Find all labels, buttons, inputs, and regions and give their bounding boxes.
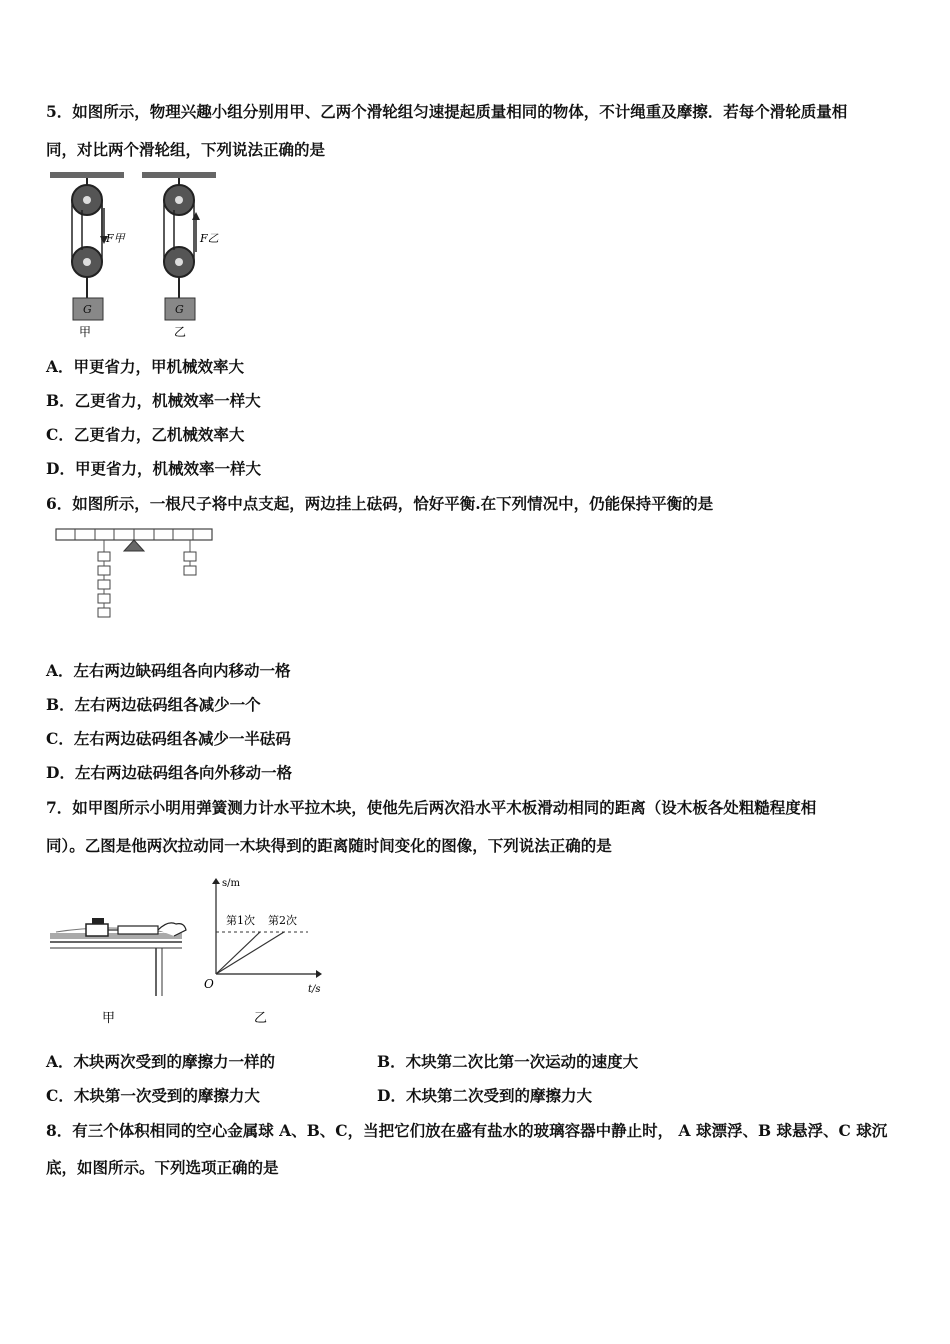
q7-stem-line2: 同）。乙图是他两次拉动同一木块得到的距离随时间变化的图像，下列说法正确的是 xyxy=(46,836,612,855)
table-setup-jia xyxy=(50,918,186,1026)
label-jia: 甲 xyxy=(79,325,92,339)
fulcrum xyxy=(124,540,144,551)
st-graph xyxy=(204,878,322,1026)
label-yi: 乙 xyxy=(174,325,187,339)
q6-stem: 6．如图所示，一根尺子将中点支起，两边挂上砝码，恰好平衡.在下列情况中，仍能保持平衡的是 xyxy=(46,494,714,513)
q8-stem-line2: 底，如图所示。下列选项正确的是 xyxy=(46,1158,279,1177)
q7-stem-line1: 7．如甲图所示小明用弹簧测力计水平拉木块，使他先后两次沿水平木板滑动相同的距离（设木板各处粗糙程度相 xyxy=(46,798,817,817)
origin-label: O xyxy=(204,977,214,991)
label-jia-7: 甲 xyxy=(102,1011,116,1026)
q6-option-d: D．左右两边砝码组各向外移动一格 xyxy=(46,763,292,782)
ceiling-left xyxy=(50,172,124,178)
q5-stem-line2: 同，对比两个滑轮组，下列说法正确的是 xyxy=(46,140,326,159)
q5-pulley-figure xyxy=(46,170,226,342)
q6-option-c: C．左右两边砝码组各减少一半砝码 xyxy=(46,729,291,748)
ceiling-right xyxy=(142,172,216,178)
line1-label: 第1次 xyxy=(226,914,255,927)
series-line-2 xyxy=(216,932,284,974)
wood-block xyxy=(86,924,108,936)
q7-option-b: B．木块第二次比第一次运动的速度大 xyxy=(377,1052,639,1071)
spring-scale xyxy=(118,926,158,934)
q7-option-d: D．木块第二次受到的摩擦力大 xyxy=(377,1086,592,1105)
weights-right xyxy=(184,540,196,575)
q8-stem-line1: 8．有三个体积相同的空心金属球 A、B、C，当把它们放在盛有盐水的玻璃容器中静止时， A 球漂浮、B 球悬浮、C 球沉 xyxy=(46,1121,888,1140)
weight-label-right: G xyxy=(175,303,184,316)
pulley-system-right xyxy=(164,178,219,339)
q5-option-d: D．甲更省力，机械效率一样大 xyxy=(46,459,261,478)
q5-option-c: C．乙更省力，乙机械效率大 xyxy=(46,425,245,444)
x-axis-label: t/s xyxy=(308,984,321,995)
force-left-label: F甲 xyxy=(106,232,125,245)
q5-stem-line1: 5．如图所示，物理兴趣小组分别用甲、乙两个滑轮组匀速提起质量相同的物体，不计绳重及摩擦．若每个滑轮质量相 xyxy=(46,102,848,121)
q6-lever-figure xyxy=(54,526,216,622)
series-line-1 xyxy=(216,932,260,974)
weights-left xyxy=(98,540,110,617)
pulley-system-left xyxy=(72,178,127,339)
ruler xyxy=(56,529,212,540)
line2-label: 第2次 xyxy=(268,914,297,927)
weight-label-left: G xyxy=(83,303,92,316)
label-yi-7: 乙 xyxy=(254,1011,268,1026)
q7-option-c: C．木块第一次受到的摩擦力大 xyxy=(46,1086,260,1105)
q6-option-b: B．左右两边砝码组各减少一个 xyxy=(46,695,261,714)
force-right-label: F乙 xyxy=(200,232,219,245)
q6-option-a: A．左右两边缺码组各向内移动一格 xyxy=(46,661,291,680)
q5-option-a: A．甲更省力，甲机械效率大 xyxy=(46,357,245,376)
q7-figure xyxy=(46,866,336,1028)
y-axis-label: s/m xyxy=(222,878,240,889)
q7-option-a: A．木块两次受到的摩擦力一样的 xyxy=(46,1052,276,1071)
q5-option-b: B．乙更省力，机械效率一样大 xyxy=(46,391,261,410)
